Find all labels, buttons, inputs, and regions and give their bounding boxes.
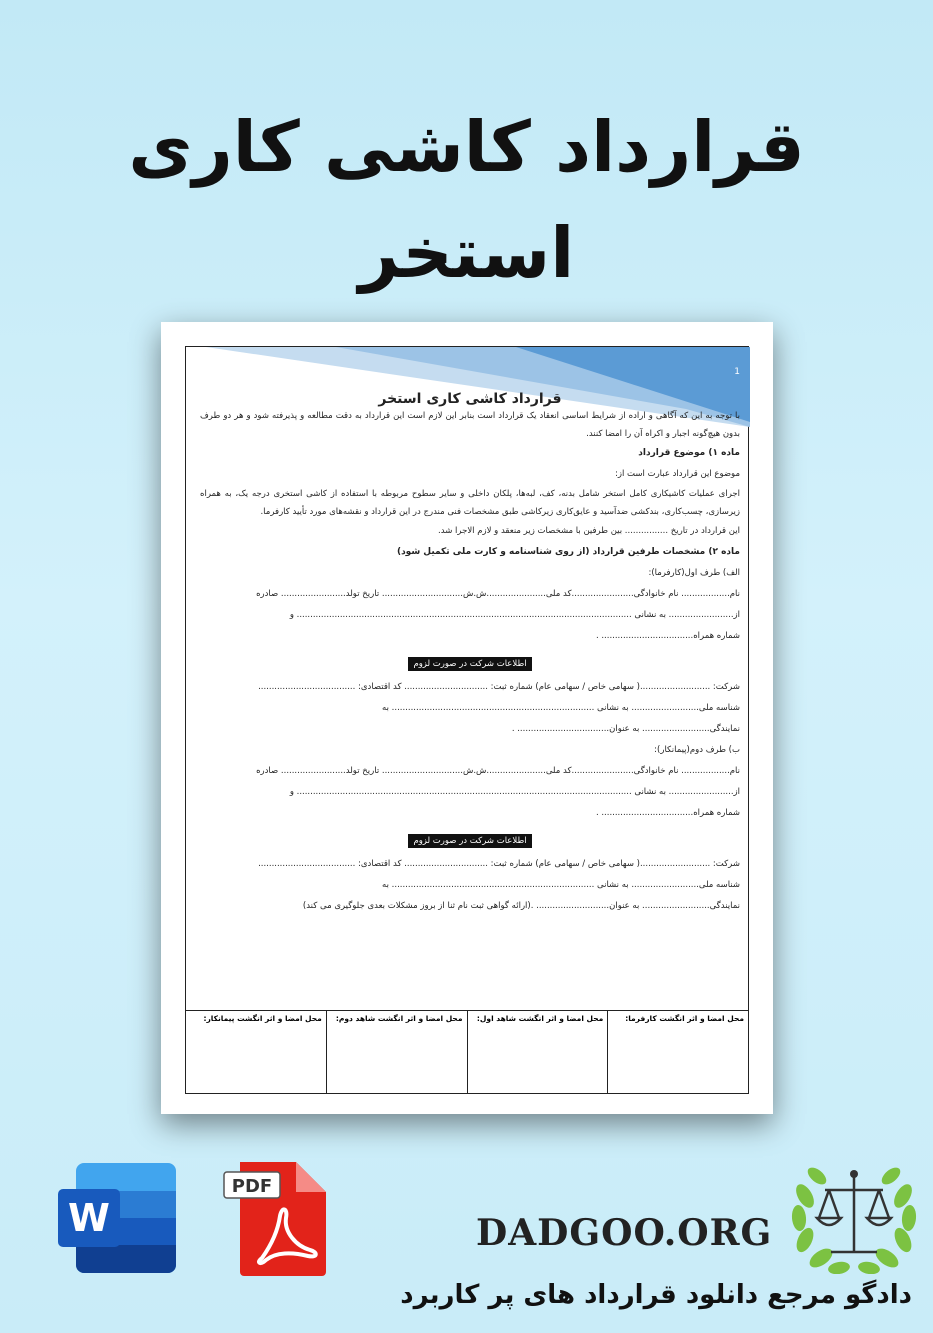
party-2-line-1: نام.................. نام خانوادگی.......................کد ملی......................ش.ش.............................. تاریخ تولد........................ صادره xyxy=(256,766,740,776)
company-1-line-2: شناسه ملی......................... به نشانی ........................................................................... به xyxy=(382,703,740,713)
signature-cell-witness-1: محل امضا و اثر انگشت شاهد اول: xyxy=(467,1011,608,1093)
company-1-line-1: شرکت: ..........................( سهامی خاص / سهامی عام) شماره ثبت: ............................... کد اقتصادی: .................................... xyxy=(258,682,740,692)
intro-paragraph: با توجه به این که آگاهی و اراده از شرایط اساسی انعقاد یک قرارداد است بنابر این لازم است این قرارداد به دقت مطالعه و پذیرفته شود و هر دو طرف بدون هیچ‌گونه اجبار و اکراه آن را امضا کنند. xyxy=(200,411,740,439)
article-2-title: ماده ۲) مشخصات طرفین قرارداد (از روی شناسنامه و کارت ملی تکمیل شود) xyxy=(396,547,740,557)
party-1-line-2: از........................ به نشانی ............................................................................................................................ و xyxy=(289,610,740,620)
article-1-title: ماده ۱) موضوع قرارداد xyxy=(638,448,740,458)
word-letter: W xyxy=(68,1196,110,1240)
signature-table xyxy=(186,1010,748,1093)
page-title-line-1: قرارداد کاشی کاری xyxy=(128,106,805,188)
pdf-icon xyxy=(222,1160,328,1278)
party-1-line-3: شماره همراه.................................. . xyxy=(595,631,740,641)
page-title-line-2: استخر xyxy=(358,212,575,294)
company-2-line-1: شرکت: ..........................( سهامی خاص / سهامی عام) شماره ثبت: ............................... کد اقتصادی: .................................... xyxy=(258,859,740,869)
scales-of-justice-logo-icon xyxy=(789,1156,919,1274)
company-2-line-3: نمایندگی......................... به عنوان........................... .(ارائه گواهی ثبت نام ثنا از بروز مشکلات بعدی جلوگیری می کند) xyxy=(302,901,740,911)
contract-date-line: این قرارداد در تاریخ ................ بین طرفین با مشخصات زیر منعقد و لازم الاجرا شد. xyxy=(438,526,740,536)
party-1-heading: الف) طرف اول(کارفرما): xyxy=(648,568,740,578)
word-icon xyxy=(58,1163,178,1273)
party-1-line-1: نام.................. نام خانوادگی.......................کد ملی......................ش.ش.............................. تاریخ تولد........................ صادره xyxy=(256,589,740,599)
article-1-body: اجرای عملیات کاشیکاری کامل استخر شامل بدنه، کف، لبه‌ها، پلکان داخلی و سایر سطوح مربوطه با استفاده از کاشی استخری درجه یک، به همراه زیرسازی، چسب‌کاری، بندکشی ضدآسید و عایق‌کاری زیرکاشی طبق مشخصات فنی مندرج در این قرارداد و نقشه‌های مورد تأیید کارفرما. xyxy=(200,489,740,517)
party-2-heading: ب) طرف دوم(پیمانکار): xyxy=(654,745,740,755)
signature-cell-employer: محل امضا و اثر انگشت کارفرما: xyxy=(607,1011,748,1093)
article-1-subtitle: موضوع این قرارداد عبارت است از: xyxy=(615,469,740,479)
document-preview xyxy=(161,322,773,1114)
footer-tagline: دادگو مرجع دانلود قرارداد های پر کاربرد xyxy=(400,1280,912,1310)
company-info-label-2: اطلاعات شرکت در صورت لزوم xyxy=(408,834,531,848)
page-number: 1 xyxy=(734,367,740,377)
party-2-line-2: از........................ به نشانی ............................................................................................................................ و xyxy=(289,787,740,797)
document-title: قرارداد کاشی کاری استخر xyxy=(378,391,562,407)
pdf-label: PDF xyxy=(231,1176,273,1197)
company-info-label-1: اطلاعات شرکت در صورت لزوم xyxy=(408,657,531,671)
signature-cell-contractor: محل امضا و اثر انگشت پیمانکار: xyxy=(203,1014,322,1023)
site-name: DADGOO.ORG xyxy=(476,1212,773,1254)
company-1-line-3: نمایندگی......................... به عنوان.................................. . xyxy=(511,724,740,734)
company-2-line-2: شناسه ملی......................... به نشانی ........................................................................... به xyxy=(382,880,740,890)
party-2-line-3: شماره همراه.................................. . xyxy=(595,808,740,818)
signature-cell-witness-2: محل امضا و اثر انگشت شاهد دوم: xyxy=(326,1011,467,1093)
document-body xyxy=(200,391,740,917)
document-frame xyxy=(185,346,749,1094)
